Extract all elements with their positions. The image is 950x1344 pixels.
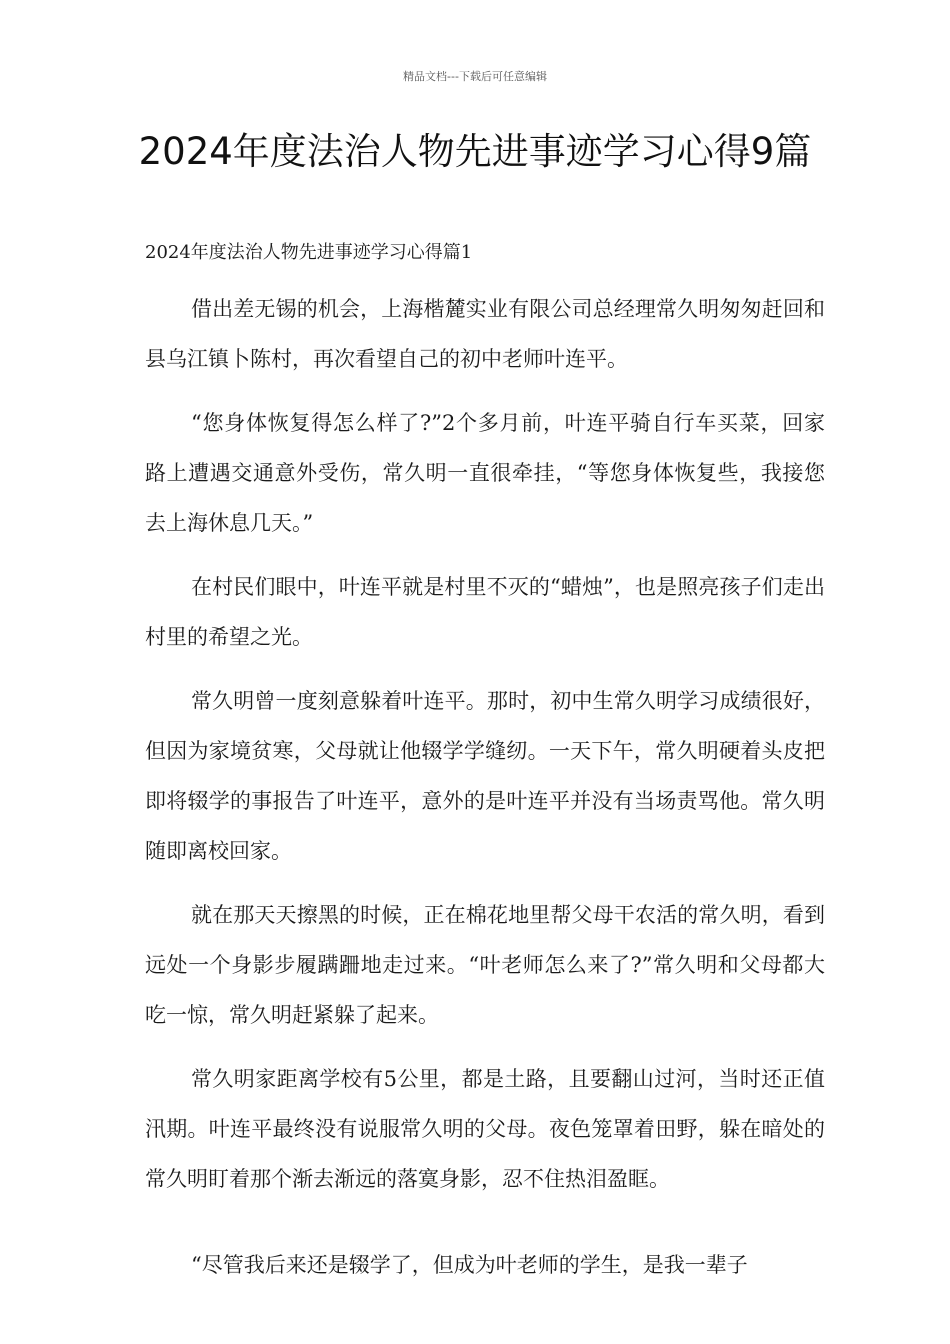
- paragraph: “尽管我后来还是辍学了，但成为叶老师的学生，是我一辈子: [191, 1253, 748, 1277]
- paragraph: 借出差无锡的机会，上海楷麓实业有限公司总经理常久明匆匆赶回和县乌江镇卜陈村，再次看望自己的初中老师叶连平。: [145, 297, 825, 371]
- paragraph: 在村民们眼中，叶连平就是村里不灭的“蜡烛”，也是照亮孩子们走出村里的希望之光。: [145, 575, 825, 649]
- paragraph: 就在那天天擦黑的时候，正在棉花地里帮父母干农活的常久明，看到远处一个身影步履蹒跚地走过来。“叶老师怎么来了?”常久明和父母都大吃一惊，常久明赶紧躲了起来。: [145, 903, 825, 1027]
- section-heading: 2024年度法治人物先进事迹学习心得篇1: [145, 242, 473, 263]
- paragraph: 常久明家距离学校有5公里，都是土路，且要翻山过河，当时还正值汛期。叶连平最终没有说服常久明的父母。夜色笼罩着田野，躲在暗处的常久明盯着那个渐去渐远的落寞身影，忍不住热泪盈眶。: [145, 1067, 825, 1191]
- paragraph: 常久明曾一度刻意躲着叶连平。那时，初中生常久明学习成绩很好，但因为家境贫寒，父母就让他辍学学缝纫。一天下午，常久明硬着头皮把即将辍学的事报告了叶连平，意外的是叶连平并没有当场责骂他。常久明随即离校回家。: [145, 689, 825, 863]
- document-body: [145, 284, 825, 1304]
- document-title: 2024年度法治人物先进事迹学习心得9篇: [138, 130, 812, 173]
- paragraph: “您身体恢复得怎么样了?”2个多月前，叶连平骑自行车买菜，回家路上遭遇交通意外受伤，常久明一直很牵挂，“等您身体恢复些，我接您去上海休息几天。”: [145, 411, 825, 535]
- page-header: 精品文档---下载后可任意编辑: [403, 70, 547, 83]
